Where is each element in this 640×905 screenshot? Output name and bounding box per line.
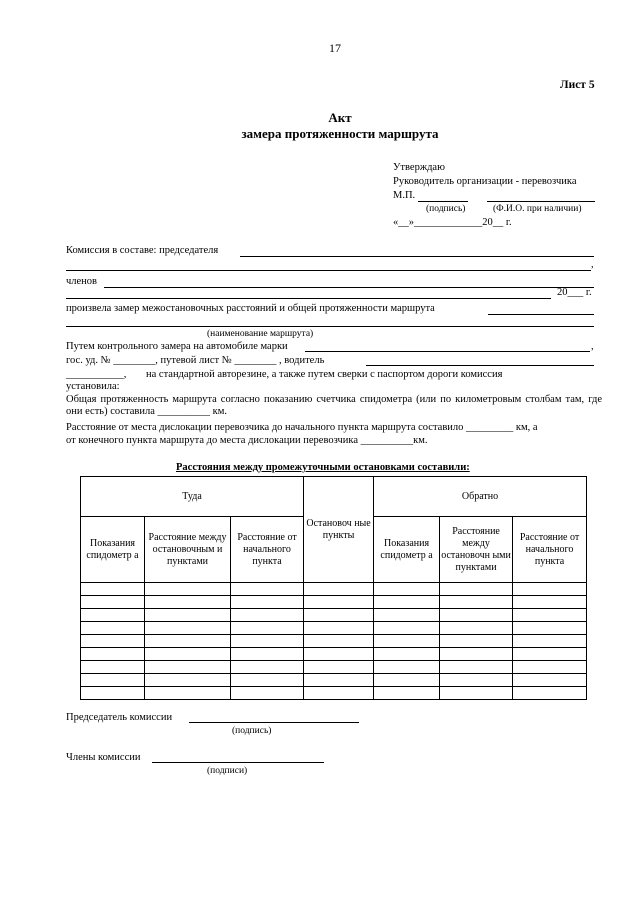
approval-signature-caption: (подпись) (426, 204, 466, 214)
header-backward: Обратно (374, 477, 587, 517)
driver-line (366, 365, 594, 366)
header-from-start: Расстояние от начального пункта (231, 517, 304, 583)
table-row (81, 622, 587, 635)
total-length-text: Общая протяженность маршрута согласно показанию счетчика спидометра (или по километровым столбам там, где они есть) составила __________ км. (66, 394, 602, 417)
commission-label: Комиссия в составе: председателя (66, 245, 219, 256)
approval-date: «__»_____________20__ г. (393, 217, 512, 228)
members-line (104, 287, 594, 288)
table-row (81, 609, 587, 622)
table-row (81, 596, 587, 609)
chairman-line (240, 256, 594, 257)
route-line (488, 314, 594, 315)
car-line (305, 351, 590, 352)
table-row (81, 674, 587, 687)
head-label: Руководитель организации - перевозчика (393, 176, 577, 187)
doc-subtitle: замера протяженности маршрута (241, 126, 439, 141)
year-label: 20___ г. (557, 287, 592, 298)
stamp-label: М.П. (393, 190, 416, 201)
chairman-signature-caption: (подпись) (232, 726, 272, 736)
name-line (487, 201, 595, 202)
distance-from-end-text: от конечного пункта маршрута до места дислокации перевозчика __________км. (66, 435, 428, 446)
chairman-signature-line (189, 722, 359, 723)
header-between-stops: Расстояние между остановочным и пунктами (145, 517, 231, 583)
signature-line (418, 201, 468, 202)
header-speedometer: Показания спидометр а (81, 517, 145, 583)
page-number: 17 (329, 41, 341, 55)
route-line-2 (66, 326, 594, 327)
members-signature-line (152, 762, 324, 763)
approval-name-caption: (Ф.И.О. при наличии) (493, 204, 582, 214)
table-row (81, 661, 587, 674)
distance-to-start-text: Расстояние от места дислокации перевозчика до начального пункта маршрута составило _________ км, а (66, 422, 538, 433)
header-forward: Туда (81, 477, 304, 517)
table-row (81, 648, 587, 661)
chairman-line-2 (66, 270, 591, 271)
measured-text: произвела замер межостановочных расстояний и общей протяженности маршрута (66, 303, 435, 314)
header-between-stops-back: Расстояние между остановочн ыми пунктами (440, 517, 513, 583)
table-row (81, 687, 587, 700)
comma-2: , (591, 341, 594, 352)
distances-table (80, 476, 587, 700)
members-line-2 (66, 298, 551, 299)
reg-number-text: гос. уд. № ________, путевой лист № ________ , водитель (66, 355, 325, 366)
members-signature-label: Члены комиссии (66, 752, 141, 763)
table-caption: Расстояния между промежуточными остановками составили: (176, 462, 470, 473)
established-text: установила: (66, 381, 120, 392)
garage-text: на стандартной авторезине, а также путем сверки с паспортом дороги комиссия (146, 369, 503, 380)
control-text: Путем контрольного замера на автомобиле марки (66, 341, 288, 352)
sheet-label: Лист 5 (560, 79, 595, 91)
header-stops: Остановоч ные пункты (304, 477, 374, 583)
header-from-start-back: Расстояние от начального пункта (513, 517, 587, 583)
header-speedometer-back: Показания спидометр а (374, 517, 440, 583)
table-row (81, 635, 587, 648)
garage-prefix: ___________, (66, 369, 127, 380)
comma-1: , (591, 259, 594, 270)
chairman-label: Председатель комиссии (66, 712, 173, 723)
table-row (81, 583, 587, 596)
approve-label: Утверждаю (393, 162, 445, 173)
members-label: членов (66, 276, 98, 287)
doc-title: Акт (328, 110, 352, 125)
members-signatures-caption: (подписи) (207, 766, 248, 776)
route-caption: (наименование маршрута) (207, 329, 314, 339)
